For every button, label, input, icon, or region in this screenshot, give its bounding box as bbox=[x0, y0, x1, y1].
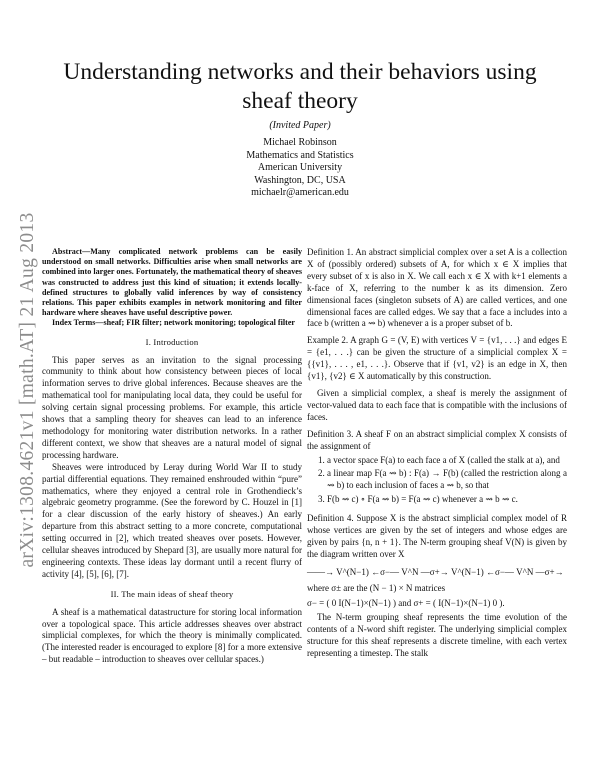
def3-item-2: 2. a linear map F(a ⇝ b) : F(a) → F(b) (called the restriction along a ⇝ b) to each inclusion of faces a ⇝ b, so that bbox=[327, 468, 567, 492]
definition-3-list bbox=[307, 455, 567, 507]
left-column bbox=[42, 247, 302, 666]
author-univ: American University bbox=[257, 162, 343, 174]
definition-1: Definition 1. An abstract simplicial complex over a set A is a collection X of (possibly ordered) subsets of A, for which x ∈ X implies that every subset of x is also in X. We call each x ∈ X with k+1 elements a k-face of X, referring to the number k as its dimension. Zero dimensional faces (singleton subsets of A) are called vertices, and one dimensional faces are called edges. We say that a face a includes into a face b (written a ⇝ b) whenever a is a proper subset of b. bbox=[307, 247, 567, 329]
author-block bbox=[0, 137, 600, 200]
arxiv-stamp: arXiv:1308.4621v1 [math.AT] 21 Aug 2013 bbox=[17, 212, 38, 568]
definition-3: Definition 3. A sheaf F on an abstract simplicial complex X consists of the assignment of bbox=[307, 428, 567, 451]
where-text: where σ± are the (N − 1) × N matrices bbox=[307, 582, 446, 593]
sec2-paragraph-1: A sheaf is a mathematical datastructure for storing local information over a topological space. This article addresses sheaves over abstract simplicial complexes, for which the theory is minimally complicated. (The interested reader is encouraged to explore [8] for a more extensive – but readable – introduction to sheaves over cellular spaces.) bbox=[42, 606, 302, 665]
sec1-paragraph-2: Sheaves were introduced by Leray during World War II to study partial differential equations. They remained enshrouded within “pure” mathematics, where they enjoyed a central role in Grothendieck’s algebraic geometry programme. (See the foreword by C. Houzel in [1] for a clear discussion of the early history of sheaves.) An early departure from this abstract setting to a more concrete, computational setting occurred in [2], which treated sheaves over posets. However, cellular sheaves introduced by Shepard [3], are usually more natural for engineering contexts. These ideas lay dormant until a recent flurry of activity [4], [5], [6], [7]. bbox=[42, 461, 302, 579]
right-column bbox=[307, 247, 567, 660]
matrix-equations: σ− = ( 0 I(N−1)×(N−1) ) and σ+ = ( I(N−1)×(N−1) 0 ). bbox=[307, 597, 505, 608]
author-name: Michael Robinson bbox=[263, 137, 337, 148]
example-2: Example 2. A graph G = (V, E) with vertices V = {v1, . . .} and edges E = {e1, . . .} can be given the structure of a simplicial complex X = {{v1}, . . . , e1, . . .}. Observe that if {v1, v2} is an edge in X, then {v1}, {v2} ∈ X automatically by this construction. bbox=[307, 335, 567, 382]
author-dept: Mathematics and Statistics bbox=[246, 149, 354, 161]
index-terms: Index Terms—sheaf; FIR filter; network monitoring; topological filter bbox=[52, 318, 296, 328]
sec1-paragraph-1: This paper serves as an invitation to the signal processing community to think about how consistency between pieces of local information serves to drive global inferences. Because sheaves are the mathematical tool for manipulating local data, they could be useful for solving certain signal processing problems. For example, this article shows that a sampling theory for sheaves can lead to an inference methodology for monitoring water distribution networks. In a rather different context, we show that sheaves are a natural model of signal processing hardware. bbox=[42, 354, 302, 460]
section-2-heading: II. The main ideas of sheaf theory bbox=[110, 588, 234, 599]
abstract: Abstract—Many complicated network problems can be easily understood on small networks. Difficulties arise when small networks are combined into larger ones. Fortunately, the mathematical theory of sheaves was constructed to address just this kind of situation; it extends locally-defined structures to globally valid inferences by way of consistency relations. This paper exhibits examples in network monitoring and filter hardware where sheaves have useful descriptive power. bbox=[42, 247, 302, 318]
paper-title: Understanding networks and their behaviors using sheaf theory bbox=[63, 59, 537, 114]
sheaf-paragraph: Given a simplicial complex, a sheaf is merely the assignment of vector-valued data to each face that is compatible with the inclusions of faces. bbox=[307, 387, 567, 422]
invited-note: (Invited Paper) bbox=[269, 120, 331, 131]
def3-item-1: 1. a vector space F(a) to each face a of X (called the stalk at a), and bbox=[327, 455, 567, 467]
author-city: Washington, DC, USA bbox=[254, 174, 346, 186]
author-email[interactable]: michaelr@american.edu bbox=[251, 187, 349, 199]
definition-4: Definition 4. Suppose X is the abstract simplicial complex model of R whose vertices are given by the set of integers and whose edges are given by pairs {n, n + 1}. The N-term grouping sheaf V(N) is given by the diagram written over X bbox=[307, 513, 567, 559]
section-1-heading: I. Introduction bbox=[145, 336, 199, 347]
final-paragraph: The N-term grouping sheaf represents the time evolution of the contents of a N-word shift register. The underlying simplicial complex structure for this sheaf represents a discrete timeline, with each vertex representing a timestep. The stalk bbox=[307, 612, 567, 659]
def3-item-3: 3. F(b ⇝ c) ∘ F(a ⇝ b) = F(a ⇝ c) whenever a ⇝ b ⇝ c. bbox=[327, 494, 567, 506]
sheaf-diagram: ——→ V^(N−1) ←σ−— V^N —σ+→ V^(N−1) ←σ−— V^N —σ+→ bbox=[307, 566, 564, 577]
